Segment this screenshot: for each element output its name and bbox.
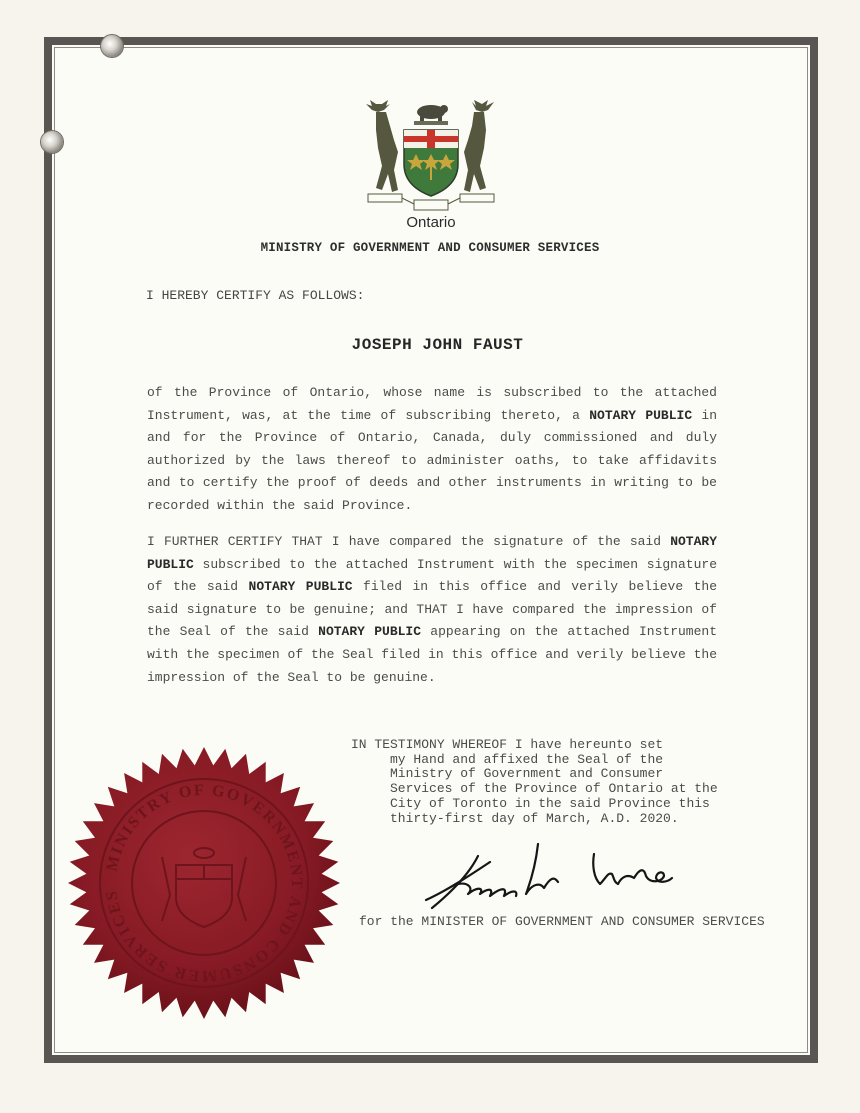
testimony-line: City of Toronto in the said Province this: [351, 795, 710, 811]
notary-name: JOSEPH JOHN FAUST: [351, 336, 524, 354]
ministry-heading: MINISTRY OF GOVERNMENT AND CONSUMER SERVICES: [260, 241, 600, 255]
rivet-top: [101, 35, 123, 57]
seal-text: MINISTRY OF GOVERNMENT AND CONSUMER SERVICES: [103, 781, 306, 985]
paragraph-text: I FURTHER CERTIFY THAT I have compared the signature of the said: [147, 534, 671, 549]
notary-public-term: NOTARY PUBLIC: [318, 624, 422, 640]
notary-public-term: NOTARY PUBLIC: [147, 534, 717, 572]
paragraph-text: appearing on the attached Instrument with the specimen of the Seal filed in this office and verily believe the impression of the Seal to be genuine.: [147, 624, 718, 685]
moose-icon: [366, 100, 398, 192]
ontario-wordmark: Ontario: [406, 214, 456, 231]
deer-icon: [464, 100, 494, 192]
paragraph-text: in and for the Province of Ontario, Canada, duly commissioned and duly authorized by the laws thereof to administer oaths, to take affidavits and to certify the proof of deeds and other instruments in writing to be recorded within the said Province.: [147, 407, 718, 513]
paragraph-text: filed in this office and verily believe the said signature to be genuine; and THAT I have compared the impression of the Seal of the said: [147, 579, 717, 640]
for-minister-line: for the MINISTER OF GOVERNMENT AND CONSUMER SERVICES: [359, 914, 765, 929]
testimony-line: Ministry of Government and Consumer: [351, 766, 664, 782]
testimony-line: my Hand and affixed the Seal of the: [351, 751, 664, 767]
rivet-left: [41, 131, 63, 153]
certify-intro: I HEREBY CERTIFY AS FOLLOWS:: [146, 288, 365, 303]
paragraph-further-certify: [147, 531, 717, 689]
testimony-line: IN TESTIMONY WHEREOF I have hereunto set: [351, 737, 664, 752]
notary-public-term: NOTARY PUBLIC: [248, 579, 353, 595]
testimony-block: [351, 738, 718, 826]
bear-icon: [414, 105, 448, 125]
paragraph-text: subscribed to the attached Instrument with the specimen signature of the said: [147, 556, 717, 595]
testimony-line: Services of the Province of Ontario at the: [351, 781, 718, 797]
paragraph-text: of the Province of Ontario, whose name is subscribed to the attached Instrument, was, at the time of subscribing thereto, a: [147, 385, 717, 423]
shield-icon: [404, 130, 458, 196]
embossed-seal: [66, 745, 342, 1021]
handwritten-signature: [418, 838, 688, 918]
testimony-line: thirty-first day of March, A.D. 2020.: [351, 810, 679, 826]
paragraph-commission: [147, 382, 717, 518]
ontario-coat-of-arms-logo: [364, 100, 498, 218]
notary-public-term: NOTARY PUBLIC: [589, 407, 693, 423]
